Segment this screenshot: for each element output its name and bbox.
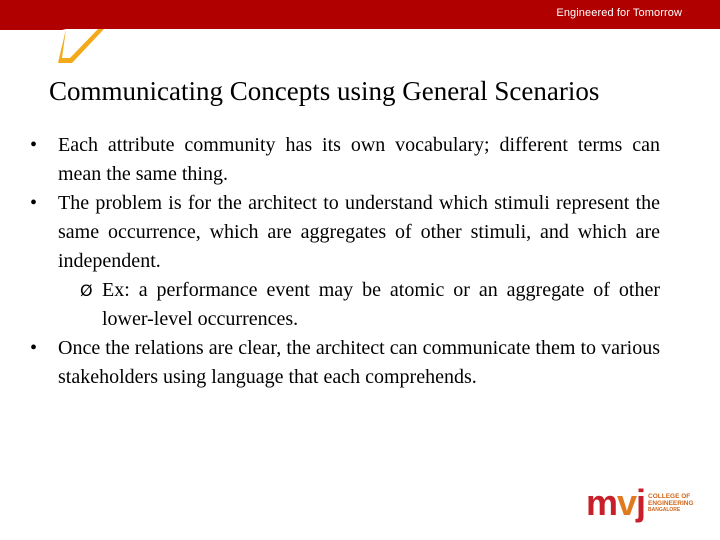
logo-wordmark: mvj [586, 482, 646, 523]
bullet-item [30, 131, 660, 189]
bullet-marker: • [30, 134, 38, 156]
bullet-item [30, 189, 660, 276]
sub-bullet-item [30, 276, 660, 334]
bullet-marker: • [30, 337, 38, 359]
bullet-text: Once the relations are clear, the architect can communicate them to various stakeholders using language that each comprehends. [58, 337, 660, 388]
arrow-bullet-icon: Ø [80, 281, 93, 300]
bullet-text: Each attribute community has its own vocabulary; different terms can mean the same thing. [58, 134, 660, 185]
logo-college-text: COLLEGE OF ENGINEERING BANGALORE [648, 493, 694, 513]
bullet-marker: • [30, 192, 38, 214]
college-logo [586, 482, 694, 526]
header-tagline: Engineered for Tomorrow [556, 7, 682, 19]
sub-bullet-text: Ex: a performance event may be atomic or an aggregate of other lower-level occurrences. [102, 279, 660, 330]
slide-title: Communicating Concepts using General Scenarios [49, 76, 600, 106]
bullet-item [30, 334, 660, 392]
slide-body [30, 131, 660, 392]
bullet-text: The problem is for the architect to understand which stimuli represent the same occurrence, which are aggregates of other stimuli, and which are independent. [58, 192, 660, 272]
